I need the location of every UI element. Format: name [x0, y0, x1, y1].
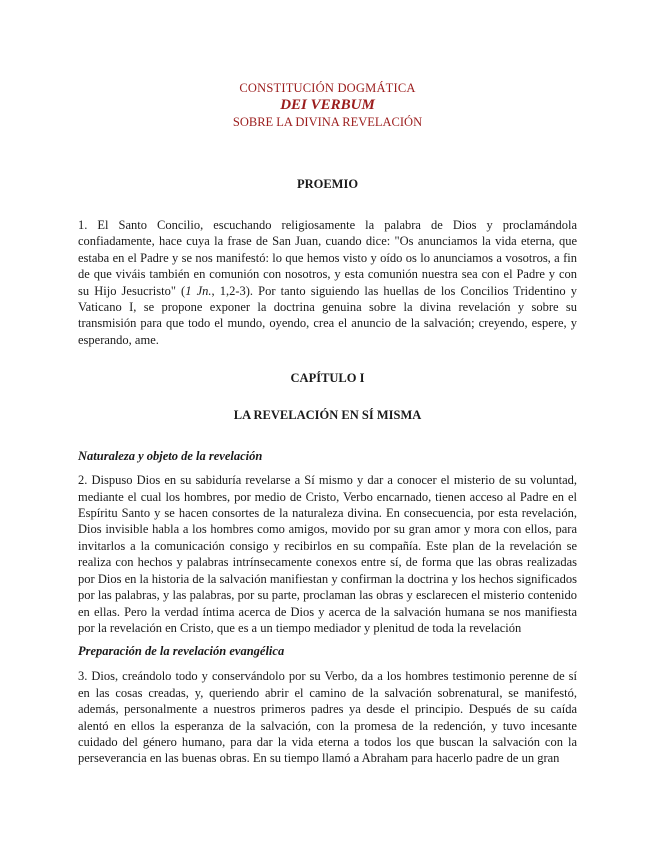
proemio-text-b: , 1,2-3). Por tanto siguiendo las huellas de los Concilios Tridentino y Vaticano I, se propone exponer la doctrina genuina sobre la divina revelación y sobre su transmisión para que todo el mundo, oyendo, crea el anuncio de la salvación; creyendo, espere, y esperando, ame.: [78, 283, 577, 347]
chapter-subtitle: LA REVELACIÓN EN SÍ MISMA: [233, 408, 422, 423]
chapter-heading: CAPÍTULO I: [290, 371, 365, 386]
section-title-preparacion: Preparación de la revelación evangélica: [78, 644, 285, 659]
section-title-naturaleza: Naturaleza y objeto de la revelación: [78, 449, 263, 464]
document-title-block: [78, 80, 577, 131]
proemio-citation: 1 Jn.: [185, 283, 212, 298]
proemio-text-a: 1. El Santo Concilio, escuchando religiosamente la palabra de Dios y proclamándola confiadamente, hace cuya la frase de San Juan, cuando dice: "Os anunciamos la vida eterna, que estaba en el Padre y se nos manifestó: lo que hemos visto y oído os lo anunciamos a vosotros, a fin de que viváis también en comunión con nosotros, y esta comunión nuestra sea con el Padre y con su Hijo Jesucristo" (: [78, 218, 577, 298]
section-paragraph-preparacion: 3. Dios, creándolo todo y conservándolo por su Verbo, da a los hombres testimonio perenne de sí en las cosas creadas, y, queriendo abrir el camino de la salvación sobrenatural, se manifestó, además, personalmente a nuestros primeros padres ya desde el principio. Después de su caída alentó en ellos la esperanza de la salvación, con la promesa de la redención, y tuvo incesante cuidado del género humano, para dar la vida eterna a todos los que buscan la salvación con la perseverancia en las buenas obras. En su tiempo llamó a Abraham para hacerlo padre de un gran: [78, 669, 577, 766]
title-line-subtitle: SOBRE LA DIVINA REVELACIÓN: [232, 115, 423, 129]
proemio-heading: PROEMIO: [296, 177, 359, 191]
section-paragraph-naturaleza: 2. Dispuso Dios en su sabiduría revelarse a Sí mismo y dar a conocer el misterio de su voluntad, mediante el cual los hombres, por medio de Cristo, Verbo encarnado, tienen acceso al Padre en el Espíritu Santo y se hacen consortes de la naturaleza divina. En consecuencia, por esta revelación, Dios invisible habla a los hombres como amigos, movido por su gran amor y mora con ellos, para invitarlos a la comunicación consigo y recibirlos en su compañía. Este plan de la revelación se realiza con hechos y palabras intrínsecamente conexos entre sí, de forma que las obras realizadas por Dios en la historia de la salvación manifiestan y confirman la doctrina y los hechos significados por las palabras, y las palabras, por su parte, proclaman las obras y esclarecen el misterio contenido en ellas. Pero la verdad íntima acerca de Dios y acerca de la salvación humana se nos manifiesta por la revelación en Cristo, que es a un tiempo mediador y plenitud de toda la revelación: [78, 473, 577, 635]
proemio-paragraph: [78, 217, 577, 348]
title-line-dei-verbum: DEI VERBUM: [280, 97, 375, 113]
title-line-constitution: CONSTITUCIÓN DOGMÁTICA: [239, 81, 416, 95]
